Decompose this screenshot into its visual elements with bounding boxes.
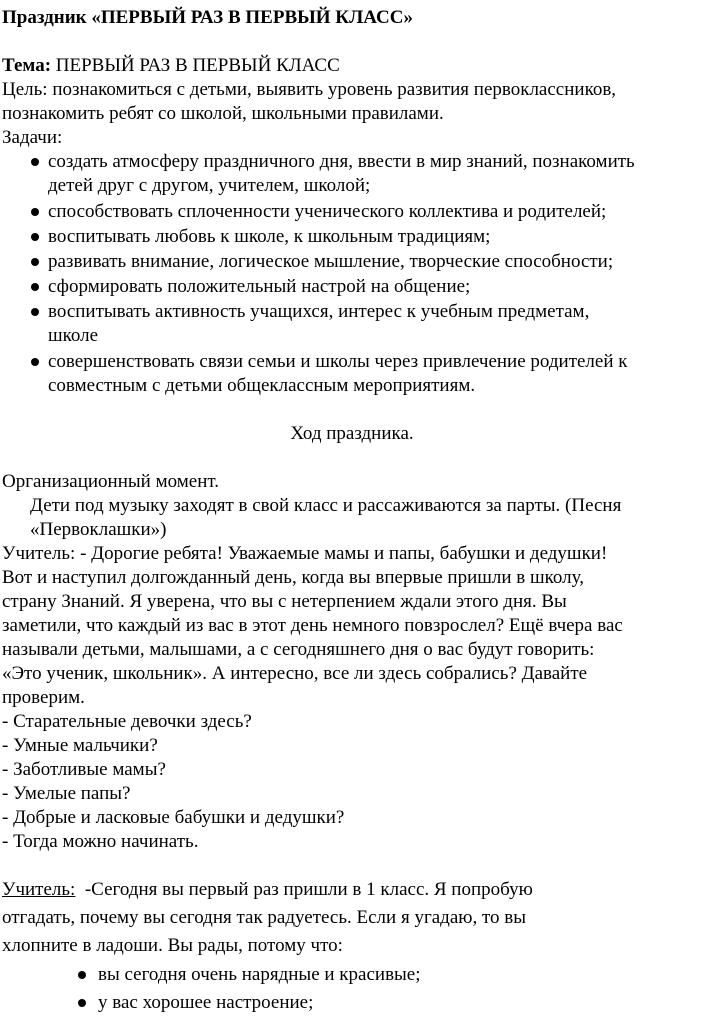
bullet-icon [78, 971, 86, 979]
bullet-icon [78, 999, 86, 1007]
task-item: воспитывать активность учащихся, интерес к учебным предметам, [48, 301, 590, 322]
dash-line: - Заботливые мамы? [2, 759, 166, 780]
tasks-label: Задачи: [2, 127, 63, 148]
theme-label: Тема: [2, 55, 52, 76]
task-item: развивать внимание, логическое мышление, творческие способности; [48, 251, 614, 272]
bullet-icon [31, 358, 39, 366]
teacher-line: «Это ученик, школьник». А интересно, все ли здесь собрались? Давайте [2, 663, 588, 684]
teacher-line: называли детьми, малышами, а с сегодняшнего дня о вас будут говорить: [2, 639, 595, 660]
teacher-line: страну Знаний. Я уверена, что вы с нетерпением ждали этого дня. Вы [2, 591, 567, 612]
task-item-continuation: школе [48, 325, 99, 346]
course-heading: Ход праздника. [290, 423, 414, 444]
task-item-continuation: совместным с детьми общеклассным мероприятиям. [48, 375, 476, 396]
teacher2-line: отгадать, почему вы сегодня так радуетесь. Если я угадаю, то вы [2, 907, 527, 928]
theme-value: ПЕРВЫЙ РАЗ В ПЕРВЫЙ КЛАСС [51, 55, 340, 76]
org-moment: Организационный момент. [2, 471, 219, 492]
teacher2-first: -Сегодня вы первый раз пришли в 1 класс. Я попробую [75, 879, 533, 900]
teacher-line: Учитель: - Дорогие ребята! Уважаемые мамы и папы, бабушки и дедушки! [2, 543, 608, 564]
goal-line: Цель: познакомиться с детьми, выявить уровень развития первоклассников, [2, 79, 617, 100]
reason-item: вы сегодня очень нарядные и красивые; [98, 964, 421, 985]
bullet-icon [31, 258, 39, 266]
teacher2-line: хлопните в ладоши. Вы рады, потому что: [2, 935, 343, 956]
task-item: сформировать положительный настрой на общение; [48, 276, 471, 297]
theme-line [2, 54, 340, 78]
teacher2-label: Учитель: [2, 879, 76, 900]
bullet-icon [31, 208, 39, 216]
kids-line: «Первоклашки») [30, 519, 167, 540]
dash-line: - Тогда можно начинать. [2, 831, 199, 852]
bullet-icon [31, 283, 39, 291]
reason-item: у вас хорошее настроение; [98, 992, 314, 1013]
task-item-continuation: детей друг с другом, учителем, школой; [48, 175, 371, 196]
bullet-icon [31, 233, 39, 241]
task-item: способствовать сплоченности ученического коллектива и родителей; [48, 201, 607, 222]
bullet-icon [31, 158, 39, 166]
dash-line: - Старательные девочки здесь? [2, 711, 252, 732]
task-item: воспитывать любовь к школе, к школьным традициям; [48, 226, 491, 247]
bullet-icon [31, 308, 39, 316]
dash-line: - Умные мальчики? [2, 735, 158, 756]
teacher2-line [2, 878, 533, 902]
teacher-line: проверим. [2, 687, 85, 708]
task-item: совершенствовать связи семьи и школы через привлечение родителей к [48, 351, 628, 372]
teacher-line: Вот и наступил долгожданный день, когда вы впервые пришли в школу, [2, 567, 584, 588]
document-title: Праздник «ПЕРВЫЙ РАЗ В ПЕРВЫЙ КЛАСС» [2, 7, 413, 28]
teacher-line: заметили, что каждый из вас в этот день немного повзрослел? Ещё вчера вас [2, 615, 623, 636]
dash-line: - Умелые папы? [2, 783, 131, 804]
goal-line: познакомить ребят со школой, школьными правилами. [2, 103, 444, 124]
kids-line: Дети под музыку заходят в свой класс и рассаживаются за парты. (Песня [30, 495, 622, 516]
task-item: создать атмосферу праздничного дня, ввести в мир знаний, познакомить [48, 151, 635, 172]
dash-line: - Добрые и ласковые бабушки и дедушки? [2, 807, 345, 828]
